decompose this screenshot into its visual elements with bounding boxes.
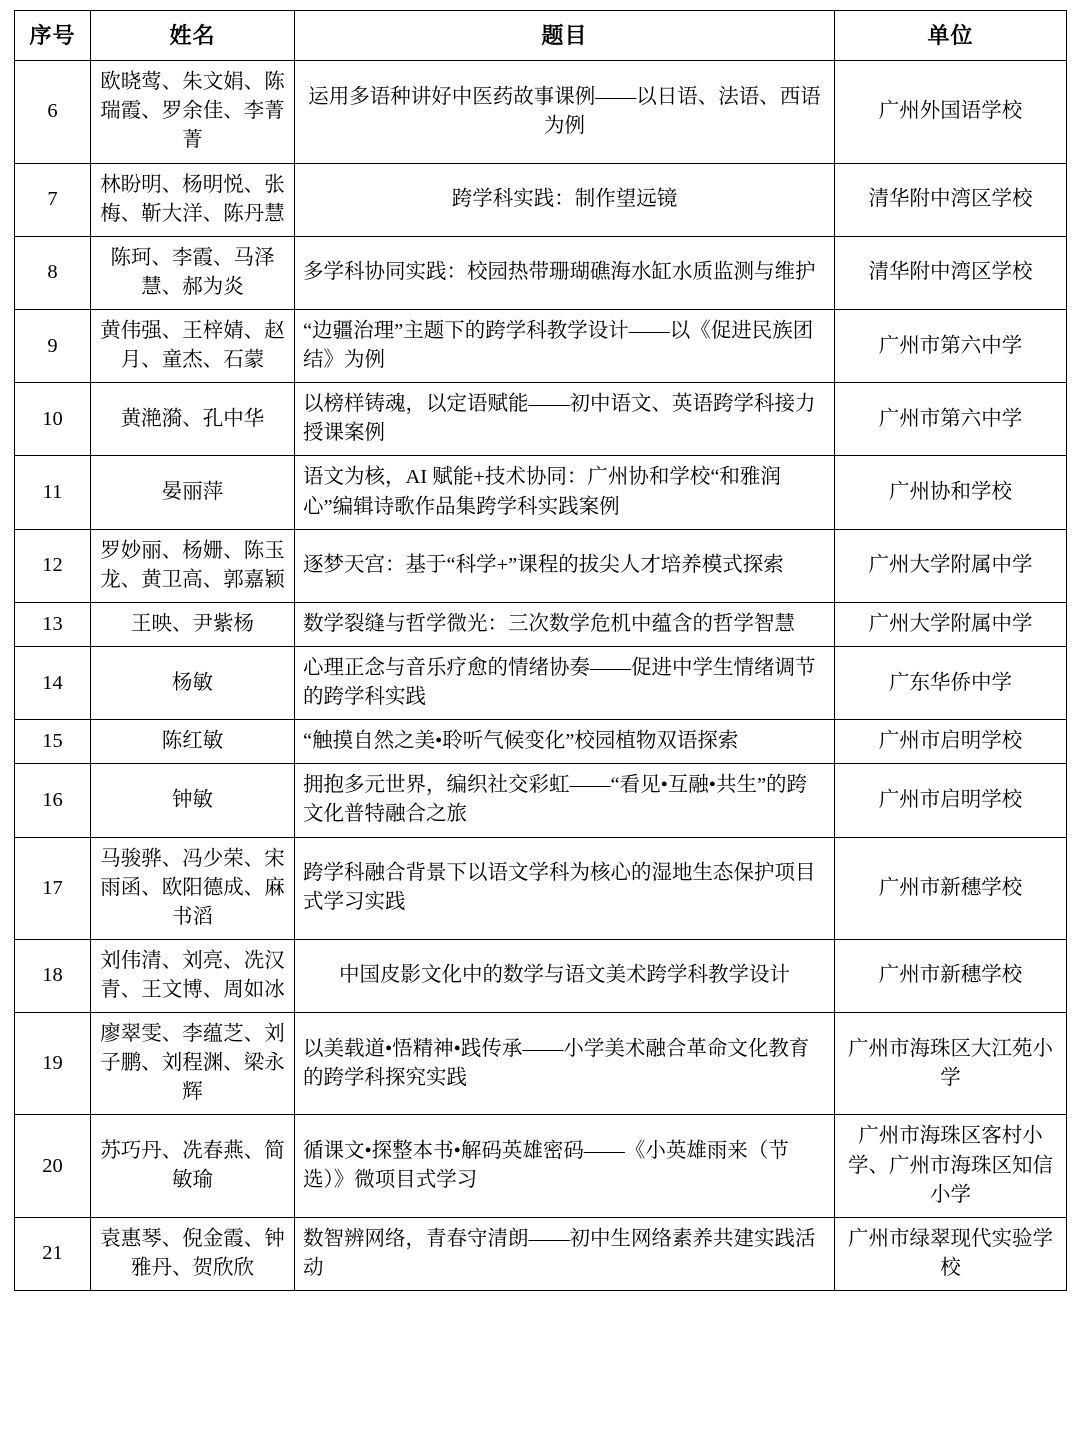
cell-names: 林盼明、杨明悦、张梅、靳大洋、陈丹慧 (91, 163, 295, 236)
cell-title: 循课文•探整本书•解码英雄密码——《小英雄雨来（节选）》微项目式学习 (295, 1115, 835, 1217)
cell-number: 14 (15, 646, 91, 719)
table-row (15, 837, 1067, 939)
table-row (15, 939, 1067, 1012)
cell-title: 运用多语种讲好中医药故事课例——以日语、法语、西语为例 (295, 61, 835, 163)
table-row (15, 602, 1067, 646)
cell-title: 数学裂缝与哲学微光：三次数学危机中蕴含的哲学智慧 (295, 602, 835, 646)
table-header-row (15, 11, 1067, 61)
cell-unit: 广州市第六中学 (835, 383, 1067, 456)
cell-unit: 广州大学附属中学 (835, 602, 1067, 646)
cell-unit: 广州市海珠区大江苑小学 (835, 1013, 1067, 1115)
table-row (15, 646, 1067, 719)
cell-names: 陈珂、李霞、马泽慧、郝为炎 (91, 236, 295, 309)
cell-unit: 广州市新穗学校 (835, 837, 1067, 939)
cell-number: 9 (15, 310, 91, 383)
cell-number: 15 (15, 720, 91, 764)
cell-title: 逐梦天宫：基于“科学+”课程的拔尖人才培养模式探索 (295, 529, 835, 602)
cell-names: 廖翠雯、李蕴芝、刘子鹏、刘程渊、梁永辉 (91, 1013, 295, 1115)
cell-names: 黄伟强、王梓婧、赵月、童杰、石蒙 (91, 310, 295, 383)
column-header-title: 题目 (295, 11, 835, 61)
cell-unit: 广州市启明学校 (835, 764, 1067, 837)
table-row (15, 1217, 1067, 1290)
cell-unit: 广州市启明学校 (835, 720, 1067, 764)
table-row (15, 1013, 1067, 1115)
cell-number: 12 (15, 529, 91, 602)
cell-unit: 广州市绿翠现代实验学校 (835, 1217, 1067, 1290)
cell-number: 11 (15, 456, 91, 529)
cell-title: 心理正念与音乐疗愈的情绪协奏——促进中学生情绪调节的跨学科实践 (295, 646, 835, 719)
cell-number: 8 (15, 236, 91, 309)
cell-names: 刘伟清、刘亮、冼汉青、王文博、周如冰 (91, 939, 295, 1012)
table-row (15, 456, 1067, 529)
table-row (15, 764, 1067, 837)
cell-title: 中国皮影文化中的数学与语文美术跨学科教学设计 (295, 939, 835, 1012)
cell-title: 多学科协同实践：校园热带珊瑚礁海水缸水质监测与维护 (295, 236, 835, 309)
cell-names: 王映、尹紫杨 (91, 602, 295, 646)
cell-unit: 广州市第六中学 (835, 310, 1067, 383)
cell-title: 语文为核，AI 赋能+技术协同：广州协和学校“和雅润心”编辑诗歌作品集跨学科实践案例 (295, 456, 835, 529)
cell-number: 13 (15, 602, 91, 646)
cell-names: 陈红敏 (91, 720, 295, 764)
column-header-unit: 单位 (835, 11, 1067, 61)
table-row (15, 236, 1067, 309)
cell-number: 21 (15, 1217, 91, 1290)
cell-unit: 广州市新穗学校 (835, 939, 1067, 1012)
cell-title: “触摸自然之美•聆听气候变化”校园植物双语探索 (295, 720, 835, 764)
award-entries-table (14, 10, 1067, 1291)
table-row (15, 163, 1067, 236)
column-header-number: 序号 (15, 11, 91, 61)
cell-names: 袁惠琴、倪金霞、钟雅丹、贺欣欣 (91, 1217, 295, 1290)
cell-number: 18 (15, 939, 91, 1012)
cell-number: 16 (15, 764, 91, 837)
cell-names: 钟敏 (91, 764, 295, 837)
column-header-name: 姓名 (91, 11, 295, 61)
cell-title: 跨学科实践：制作望远镜 (295, 163, 835, 236)
cell-names: 罗妙丽、杨姗、陈玉龙、黄卫高、郭嘉颖 (91, 529, 295, 602)
cell-unit: 广州市海珠区客村小学、广州市海珠区知信小学 (835, 1115, 1067, 1217)
cell-names: 杨敏 (91, 646, 295, 719)
cell-title: 跨学科融合背景下以语文学科为核心的湿地生态保护项目式学习实践 (295, 837, 835, 939)
cell-unit: 清华附中湾区学校 (835, 163, 1067, 236)
cell-number: 20 (15, 1115, 91, 1217)
cell-names: 马骏骅、冯少荣、宋雨函、欧阳德成、麻书滔 (91, 837, 295, 939)
table-row (15, 529, 1067, 602)
cell-title: 以美载道•悟精神•践传承——小学美术融合革命文化教育的跨学科探究实践 (295, 1013, 835, 1115)
cell-number: 19 (15, 1013, 91, 1115)
cell-title: 以榜样铸魂，以定语赋能——初中语文、英语跨学科接力授课案例 (295, 383, 835, 456)
cell-title: “边疆治理”主题下的跨学科教学设计——以《促进民族团结》为例 (295, 310, 835, 383)
table-row (15, 1115, 1067, 1217)
cell-names: 苏巧丹、冼春燕、简敏瑜 (91, 1115, 295, 1217)
cell-unit: 广州大学附属中学 (835, 529, 1067, 602)
table-header (15, 11, 1067, 61)
cell-title: 拥抱多元世界，编织社交彩虹——“看见•互融•共生”的跨文化普特融合之旅 (295, 764, 835, 837)
table-row (15, 720, 1067, 764)
table-body (15, 61, 1067, 1291)
cell-unit: 清华附中湾区学校 (835, 236, 1067, 309)
cell-unit: 广东华侨中学 (835, 646, 1067, 719)
table-row (15, 383, 1067, 456)
cell-number: 7 (15, 163, 91, 236)
cell-title: 数智辨网络，青春守清朗——初中生网络素养共建实践活动 (295, 1217, 835, 1290)
cell-number: 17 (15, 837, 91, 939)
cell-names: 晏丽萍 (91, 456, 295, 529)
table-row (15, 61, 1067, 163)
cell-names: 黄滟漪、孔中华 (91, 383, 295, 456)
cell-number: 6 (15, 61, 91, 163)
cell-names: 欧晓莺、朱文娟、陈瑞霞、罗余佳、李菁菁 (91, 61, 295, 163)
cell-number: 10 (15, 383, 91, 456)
cell-unit: 广州协和学校 (835, 456, 1067, 529)
cell-unit: 广州外国语学校 (835, 61, 1067, 163)
table-row (15, 310, 1067, 383)
